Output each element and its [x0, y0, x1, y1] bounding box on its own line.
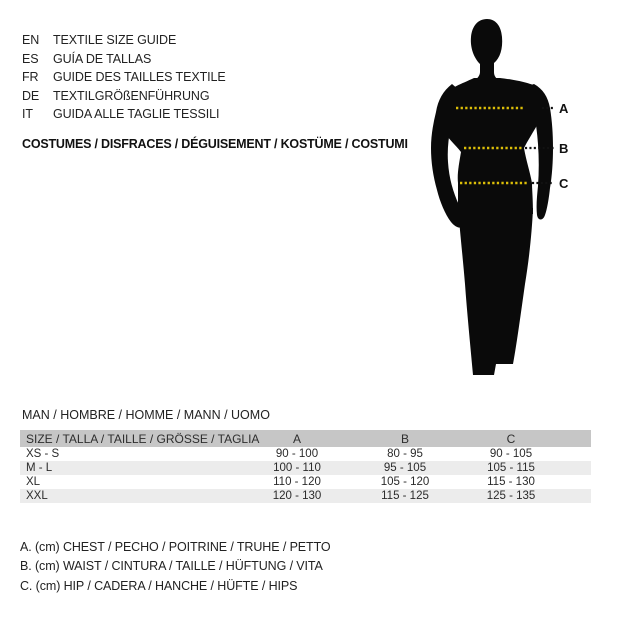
- table-header-a: A: [292, 431, 301, 446]
- hip-range-cell: 105 - 115: [487, 462, 535, 474]
- language-list: [22, 31, 226, 124]
- measure-label-c: C: [559, 176, 569, 191]
- legend-waist: B. (cm) WAIST / CINTURA / TAILLE / HÜFTUNG / VITA: [20, 559, 323, 574]
- table-header-c: C: [506, 431, 516, 446]
- man-silhouette-figure: [395, 12, 605, 397]
- table-row: [20, 461, 591, 475]
- measure-label-a: A: [559, 101, 569, 116]
- language-code: FR: [22, 70, 39, 85]
- language-row-de: [22, 87, 226, 106]
- legend-chest: A. (cm) CHEST / PECHO / POITRINE / TRUHE / PETTO: [20, 539, 331, 554]
- man-silhouette-icon: [395, 12, 605, 397]
- size-table: [20, 430, 591, 503]
- waist-range-cell: 95 - 105: [383, 462, 427, 474]
- chest-range-cell: 100 - 110: [273, 462, 321, 474]
- size-cell: XXL: [26, 490, 48, 502]
- hip-range-cell: 90 - 105: [489, 448, 533, 460]
- chest-range-cell: 90 - 100: [275, 448, 319, 460]
- chest-range-cell: 120 - 130: [272, 490, 322, 502]
- language-code: ES: [22, 51, 39, 66]
- language-row-it: [22, 105, 226, 124]
- language-code: IT: [22, 107, 33, 122]
- table-row: [20, 447, 591, 461]
- table-row: [20, 475, 591, 489]
- hip-range-cell: 125 - 135: [486, 490, 536, 502]
- section-title-man: MAN / HOMBRE / HOMME / MANN / UOMO: [22, 408, 270, 422]
- language-title: TEXTILGRÖßENFÜHRUNG: [53, 88, 210, 103]
- language-row-es: [22, 50, 226, 69]
- waist-range-cell: 80 - 95: [387, 448, 423, 460]
- hip-range-cell: 115 - 130: [487, 476, 535, 488]
- legend-hip: C. (cm) HIP / CADERA / HANCHE / HÜFTE / HIPS: [20, 578, 298, 593]
- table-header-size: SIZE / TALLA / TAILLE / GRÖSSE / TAGLIA: [26, 431, 260, 446]
- language-title: GUIDA ALLE TAGLIE TESSILI: [53, 107, 220, 122]
- table-row: [20, 489, 591, 503]
- table-header-b: B: [400, 431, 409, 446]
- language-title: GUIDE DES TAILLES TEXTILE: [53, 70, 226, 85]
- chest-range-cell: 110 - 120: [273, 476, 321, 488]
- table-header-row: [20, 430, 591, 447]
- measurement-legend: [20, 537, 331, 596]
- size-cell: XS - S: [26, 448, 60, 460]
- language-code: EN: [22, 33, 40, 48]
- waist-range-cell: 105 - 120: [380, 476, 430, 488]
- waist-range-cell: 115 - 125: [381, 490, 429, 502]
- language-title: GUÍA DE TALLAS: [53, 51, 152, 66]
- size-cell: M - L: [26, 462, 53, 474]
- language-row-fr: [22, 68, 226, 87]
- measure-label-b: B: [559, 141, 569, 156]
- category-line: COSTUMES / DISFRACES / DÉGUISEMENT / KOSTÜME / COSTUMI: [22, 137, 408, 151]
- language-code: DE: [22, 88, 40, 103]
- language-title: TEXTILE SIZE GUIDE: [53, 33, 177, 48]
- language-row-en: [22, 31, 226, 50]
- size-cell: XL: [26, 476, 41, 488]
